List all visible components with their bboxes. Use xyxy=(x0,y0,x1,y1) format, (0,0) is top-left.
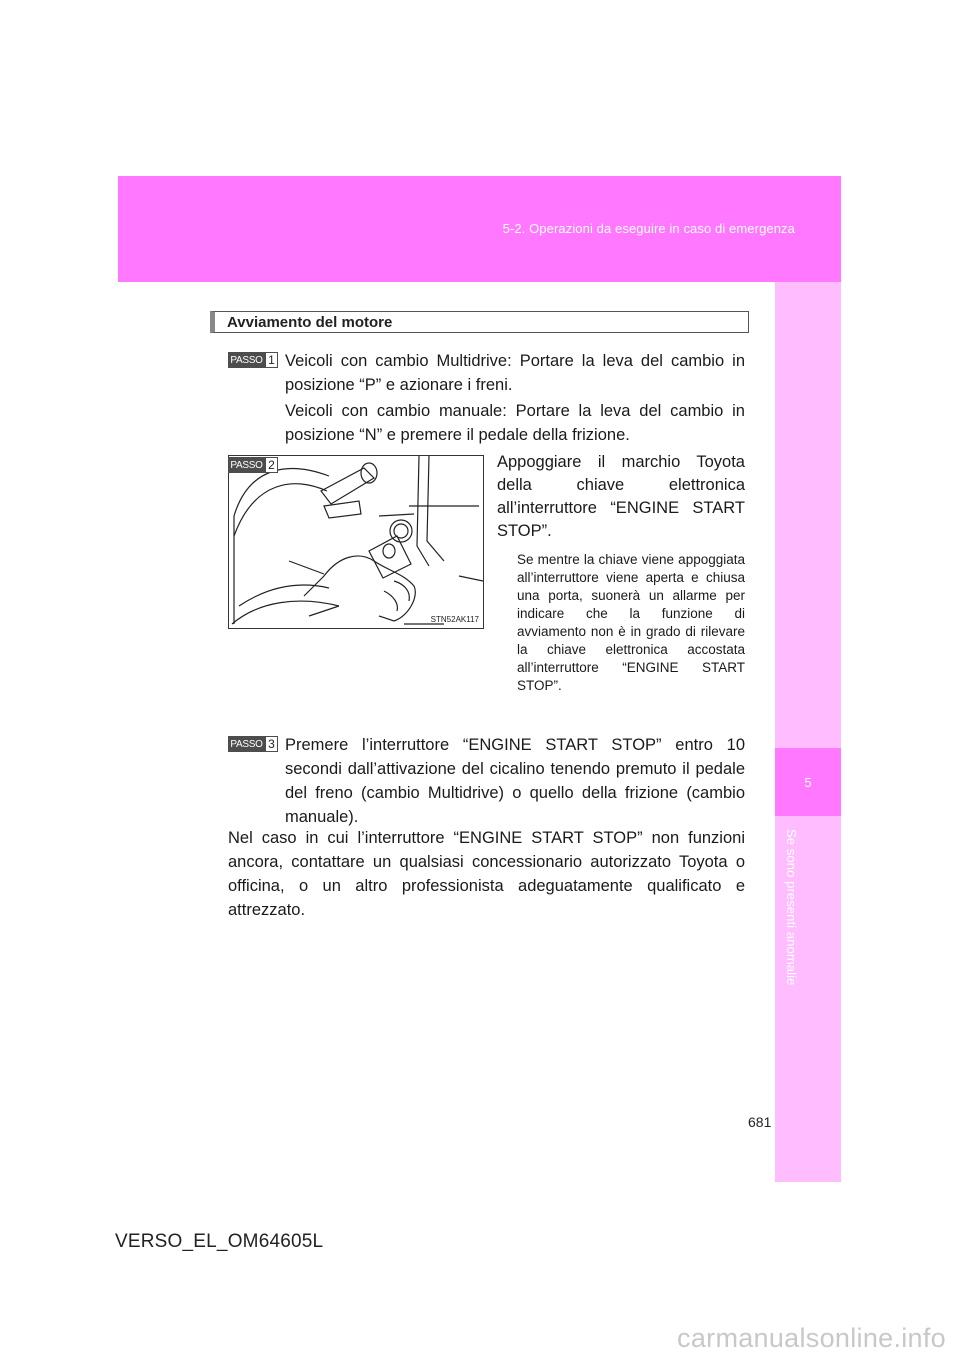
key-on-start-button-illustration xyxy=(228,455,484,629)
step-3-badge xyxy=(228,736,278,752)
chapter-sidebar xyxy=(775,282,841,1182)
step-2-note: Se mentre la chiave viene appoggiata all’interruttore viene aperta e chiusa una porta, suonerà un allarme per indicare che la funzione di avviamento non è in grado di rilevare la chiave elettronica accostata all’interruttore “ENGINE START STOP”. xyxy=(517,552,745,693)
section-heading xyxy=(210,311,749,333)
step-1-text-a: Veicoli con cambio Multidrive: Portare la leva del cambio in posizione “P” e azionare i freni. xyxy=(285,352,745,394)
chapter-number: 5 xyxy=(804,775,812,790)
header-band xyxy=(118,176,841,282)
step-badge-number: 1 xyxy=(265,352,278,368)
step-2-badge xyxy=(228,457,278,473)
illustration-code: STN52AK117 xyxy=(430,615,479,624)
closing-paragraph: Nel caso in cui l’interruttore “ENGINE START STOP” non funzioni ancora, contattare un qualsiasi concessionario autorizzato Toyota o officina, o un altro professionista adeguatamente qualificato e attrezzato. xyxy=(228,829,745,919)
watermark: carmanualsonline.info xyxy=(677,1323,946,1353)
step-badge-number: 3 xyxy=(265,736,278,752)
chapter-tab xyxy=(775,748,841,816)
step-3-text: Premere l’interruttore “ENGINE START STOP” entro 10 secondi dall’attivazione del cicalino tenendo premuto il pedale del freno (cambio Multidrive) o quello della frizione (cambio manuale). xyxy=(285,736,745,826)
section-title: Avviamento del motore xyxy=(227,314,393,331)
step-1-text-b: Veicoli con cambio manuale: Portare la leva del cambio in posizione “N” e premere il pedale della frizione. xyxy=(285,402,745,444)
step-badge-label: PASSO xyxy=(228,736,265,752)
step-1-badge xyxy=(228,352,278,368)
step-badge-label: PASSO xyxy=(228,457,265,473)
step-2-text: Appoggiare il marchio Toyota della chiave elettronica all’interruttore “ENGINE START STOP”. xyxy=(497,453,745,540)
step-badge-label: PASSO xyxy=(228,352,265,368)
breadcrumb: 5-2. Operazioni da eseguire in caso di emergenza xyxy=(502,221,795,236)
chapter-title: Se sono presenti anomalie xyxy=(784,829,799,986)
illustration-drawing xyxy=(229,456,484,629)
page-number: 681 xyxy=(748,1114,772,1130)
document-code: VERSO_EL_OM64605L xyxy=(115,1231,324,1252)
step-badge-number: 2 xyxy=(265,457,278,473)
